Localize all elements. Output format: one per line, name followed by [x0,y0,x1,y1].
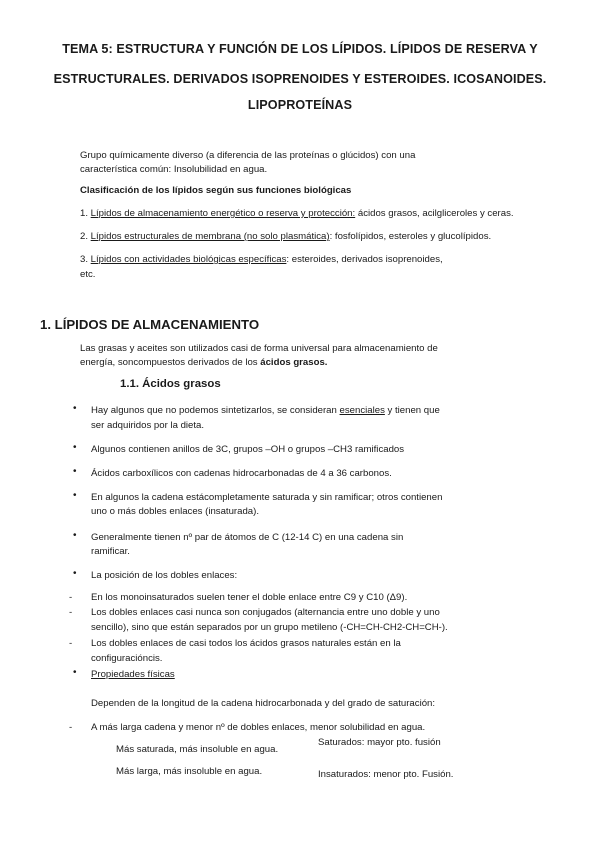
page-title-line-3: LIPOPROTEÍNAS [247,98,353,112]
dash-3-marker: - [69,638,73,649]
item-2-number: 2. [80,231,91,242]
classification-item-3 [80,254,443,265]
page-title-line-1: TEMA 5: ESTRUCTURA Y FUNCIÓN DE LOS LÍPIDOS. LÍPIDOS DE RESERVA Y [62,42,538,56]
bullet-3-text: Ácidos carboxílicos con cadenas hidrocarbonadas de 4 a 36 carbonos. [91,468,392,479]
dash-1-marker: - [69,592,73,603]
bullet-1-suffix: y tienen que [384,405,440,416]
classification-item-2 [80,231,491,242]
classification-item-3-line-2: etc. [80,269,96,280]
dash-1-text: En los monoinsaturados suelen tener el doble enlace entre C9 y C10 (Δ9). [91,592,408,603]
bullet-5-line-2: ramificar. [91,546,130,557]
unsaturated-melting-point: Insaturados: menor pto. Fusión. [318,769,454,780]
bullet-5-marker: • [73,530,77,541]
para-text: energía, soncompuestos derivados de los [80,357,261,368]
item-1-number: 1. [80,208,91,219]
more-saturated-note: Más saturada, más insoluble en agua. [116,744,279,755]
bullet-6-marker: • [73,568,77,579]
bullet-2-text: Algunos contienen anillos de 3C, grupos –OH o grupos –CH3 ramificados [91,444,405,455]
subsection-1-1-heading: 1.1. Ácidos grasos [120,378,221,390]
bullet-1-text: Hay algunos que no podemos sintetizarlos, se consideran [91,405,340,416]
bullet-3-marker: • [73,466,77,477]
bullet-5-line-1: Generalmente tienen nº par de átomos de C (12-14 C) en una cadena sin [91,532,404,543]
longer-chain-note: Más larga, más insoluble en agua. [116,766,263,777]
dash-3-line-2: configuracióncis. [91,653,163,664]
physical-properties-label: Propiedades físicas [91,669,175,680]
item-3-title: Lípidos con actividades biológicas específicas [90,254,287,265]
bullet-4-line-1: En algunos la cadena estácompletamente saturada y sin ramificar; otros contienen [91,492,443,503]
item-1-title: Lípidos de almacenamiento energético o reserva y protección: [90,208,356,219]
dash-3-line-1: Los dobles enlaces de casi todos los ácidos grasos naturales están en la [91,638,401,649]
item-3-number: 3. [80,254,91,265]
bullet-1-term: esenciales [339,405,385,416]
bullet-1-line-1 [91,405,440,416]
bullet-4-marker: • [73,490,77,501]
dash-2-marker: - [69,607,73,618]
item-3-text: : esteroides, derivados isoprenoides, [286,254,443,265]
item-2-title: Lípidos estructurales de membrana (no solo plasmática) [90,231,330,242]
dash-2-line-1: Los dobles enlaces casi nunca son conjugados (alternancia entre uno doble y uno [91,607,440,618]
section-1-para-line-1: Las grasas y aceites son utilizados casi de forma universal para almacenamiento de [80,343,438,354]
properties-dependency: Dependen de la longitud de la cadena hidrocarbonada y del grado de saturación: [91,698,436,709]
bullet-4-line-2: uno o más dobles enlaces (insaturada). [91,506,259,517]
classification-heading: Clasificación de los lípidos según sus funciones biológicas [80,185,352,196]
bullet-1-marker: • [73,403,77,414]
dash-2-line-2: sencillo), sino que están separados por un grupo metileno (-CH=CH-CH2-CH=CH-). [91,622,448,633]
item-1-text: ácidos grasos, acilgliceroles y ceras. [355,208,514,219]
item-2-text: : fosfolípidos, esteroles y glucolípidos. [329,231,492,242]
section-1-para-line-2 [80,357,327,368]
saturated-melting-point: Saturados: mayor pto. fusión [318,737,441,748]
properties-solubility-line: A más larga cadena y menor nº de dobles enlaces, menor solubilidad en agua. [91,722,426,733]
para-bold-term: ácidos grasos. [260,357,328,368]
intro-line-1: Grupo químicamente diverso (a diferencia de las proteínas o glúcidos) con una [80,150,416,161]
page-title-line-2: ESTRUCTURALES. DERIVADOS ISOPRENOIDES Y ESTEROIDES. ICOSANOIDES. [53,72,547,86]
bullet-2-marker: • [73,442,77,453]
properties-bullet-marker: • [73,667,77,678]
section-1-heading: 1. LÍPIDOS DE ALMACENAMIENTO [40,317,260,332]
bullet-1-line-2: ser adquiridos por la dieta. [91,420,205,431]
properties-dash-marker: - [69,722,73,733]
classification-item-1 [80,208,514,219]
bullet-6-text: La posición de los dobles enlaces: [91,570,238,581]
intro-line-2: característica común: Insolubilidad en agua. [80,164,268,175]
